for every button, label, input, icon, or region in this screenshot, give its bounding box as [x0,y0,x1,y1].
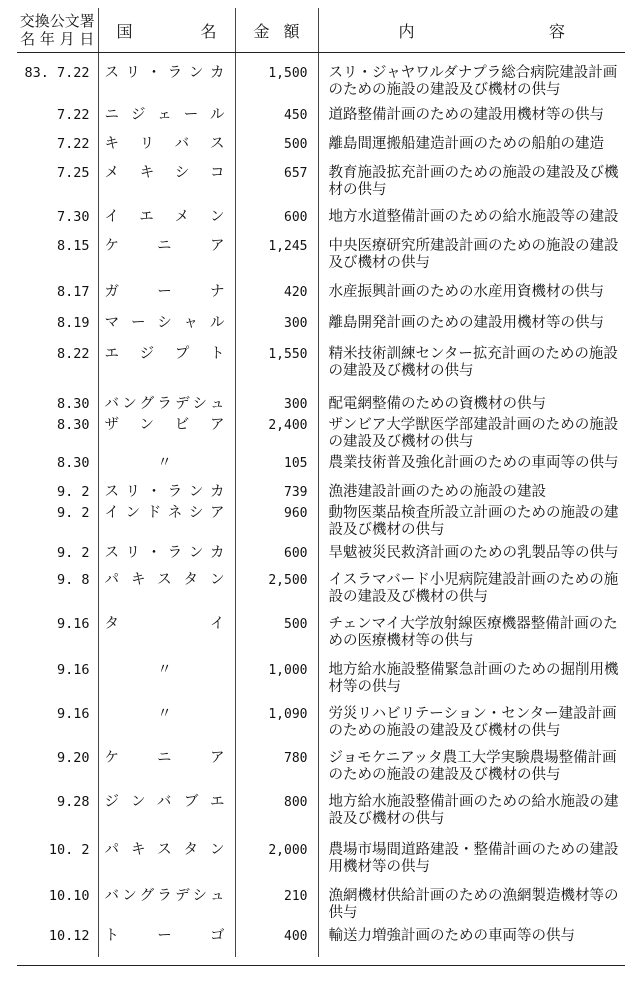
country: スリ・ランカ [104,545,225,561]
date: 7.22 [56,136,90,152]
amount-cell [235,315,318,346]
country: 〃 [157,662,172,678]
content: ジョモケニアッタ農工大学実験農場整備計画のための施設の建設及び機材の供与 [328,750,617,783]
date: 8.30 [56,396,90,412]
table-row [17,107,625,136]
country-cell [98,107,235,136]
date: 9.16 [56,616,90,632]
country: トーゴ [104,928,225,944]
date-cell [17,107,98,136]
date-cell [17,209,98,238]
table-row [17,396,625,417]
header-date-line1: 交換公文署 [19,12,95,30]
date-cell [17,136,98,165]
amount: 1,550 [268,347,308,362]
content: 離島開発計画のための建設用機材等の供与 [328,315,604,331]
content-cell [318,842,625,888]
amount-cell [235,107,318,136]
header-country-a: 国 [116,21,133,41]
country: パキスタン [104,572,225,588]
country: ザンビア [104,417,225,433]
country-cell [98,616,235,662]
header-content-a: 内 [398,21,415,41]
date: 83. 7.22 [24,65,90,81]
date-cell [17,505,98,545]
date-cell [17,417,98,455]
date: 9. 2 [56,505,90,521]
content: チェンマイ大学放射線医療機器整備計画のための医療機材等の供与 [328,616,618,649]
content: 中央医療研究所建設計画のための施設の建設及び機材の供与 [328,238,619,271]
amount: 600 [284,546,308,561]
date-cell [17,706,98,750]
bottom-rule [17,965,625,966]
amount-cell [235,165,318,209]
country-cell [98,238,235,284]
date-cell [17,484,98,505]
date: 9. 2 [56,545,90,561]
country-cell [98,417,235,455]
content-cell [318,888,625,928]
content: 動物医薬品検査所設立計画のための施設の建設及び機材の供与 [328,505,619,538]
amount: 450 [284,108,308,123]
amount: 600 [284,210,308,225]
content-cell [318,928,625,945]
date: 10.12 [48,928,90,944]
content: 漁網機材供給計画のための漁網製造機材等の供与 [328,888,619,921]
content-cell [318,455,625,484]
amount-cell [235,484,318,505]
table-header [17,8,625,53]
country: ケニア [104,750,225,766]
table-row [17,888,625,928]
country-cell [98,455,235,484]
table-body [17,53,625,958]
date: 7.30 [56,209,90,225]
date-cell [17,346,98,396]
country: イエメン [104,209,225,225]
amount: 500 [284,137,308,152]
country-cell [98,284,235,315]
date-cell [17,842,98,888]
country-cell [98,505,235,545]
amount-cell [235,750,318,794]
content-cell [318,662,625,706]
date: 9.28 [56,794,90,810]
amount: 420 [284,285,308,300]
country: ジンバブエ [104,794,225,810]
content: 精米技術訓練センター拡充計画のための施設の建設及び機材の供与 [328,346,618,379]
amount: 739 [284,485,308,500]
date: 7.25 [56,165,90,181]
country-cell [98,209,235,238]
content: 教育施設拡充計画のための施設の建設及び機材の供与 [328,165,619,198]
table-row [17,616,625,662]
table-row [17,417,625,455]
amount-cell [235,209,318,238]
content: 農業技術普及強化計画のための車両等の供与 [328,455,619,471]
content-cell [318,238,625,284]
country-cell [98,572,235,616]
content: 旱魃被災民救済計画のための乳製品等の供与 [328,545,619,561]
amount: 300 [284,316,308,331]
country: エジプト [104,346,225,362]
content: 地方給水施設整備計画のための給水施設の建設及び機材の供与 [328,794,619,827]
table-row [17,750,625,794]
header-country [98,8,235,53]
amount-cell [235,572,318,616]
country: 〃 [157,706,172,722]
country-cell [98,888,235,928]
country: メキシコ [104,165,225,181]
country: ガーナ [104,284,225,300]
country-cell [98,396,235,417]
country: インドネシア [104,505,225,521]
date-cell [17,545,98,572]
header-amount-a: 金 [253,21,270,41]
content-cell [318,545,625,572]
table-row [17,545,625,572]
date-cell [17,572,98,616]
date: 9.20 [56,750,90,766]
amount-cell [235,928,318,945]
amount-cell [235,662,318,706]
date: 9.16 [56,706,90,722]
date: 8.17 [56,284,90,300]
country-cell [98,706,235,750]
date: 8.30 [56,417,90,433]
amount-cell [235,455,318,484]
content-cell [318,484,625,505]
date-cell [17,315,98,346]
content: 労災リハビリテーション・センター建設計画のための施設の建設及び機材の供与 [328,706,617,739]
content: 農場市場間道路建設・整備計画のための建設用機材等の供与 [328,842,619,875]
date: 8.19 [56,315,90,331]
amount: 1,090 [268,707,308,722]
header-content-b: 容 [548,21,565,41]
grant-aid-table-sheet [17,8,625,966]
content: 地方給水施設整備緊急計画のための掘削用機材等の供与 [328,662,619,695]
table-row [17,572,625,616]
table-row [17,842,625,888]
content: 道路整備計画のための建設用機材等の供与 [328,107,604,123]
country-cell [98,484,235,505]
content: 離島間運搬船建造計画のための船舶の建造 [328,136,604,152]
table-row [17,505,625,545]
date: 9.16 [56,662,90,678]
date: 8.15 [56,238,90,254]
country: スリ・ランカ [104,484,225,500]
amount: 500 [284,617,308,632]
country-cell [98,346,235,396]
table-row [17,238,625,284]
amount: 1,500 [268,66,308,81]
country-cell [98,545,235,572]
content: 地方水道整備計画のための給水施設等の建設 [328,209,619,225]
table-row [17,65,625,107]
date-cell [17,238,98,284]
content-cell [318,706,625,750]
country-cell [98,750,235,794]
amount-cell [235,136,318,165]
date-cell [17,65,98,107]
content: 漁港建設計画のための施設の建設 [328,484,546,500]
amount: 2,400 [268,418,308,433]
amount: 960 [284,506,308,521]
header-amount [235,8,318,53]
grant-aid-table [17,8,625,957]
table-row [17,455,625,484]
content-cell [318,417,625,455]
table-row [17,136,625,165]
country: 〃 [157,455,172,471]
table-row [17,794,625,842]
top-spacer [17,53,625,66]
bottom-spacer [17,945,625,957]
content: 輸送力増強計画のための車両等の供与 [328,928,575,944]
country-cell [98,136,235,165]
amount-cell [235,346,318,396]
amount-cell [235,417,318,455]
content-cell [318,396,625,417]
country: マーシャル [104,315,225,331]
amount-cell [235,616,318,662]
country: ニジェール [104,107,225,123]
amount: 400 [284,929,308,944]
header-date-line2: 名 年 月 日 [20,30,95,48]
header-content [318,8,625,53]
header-country-b: 名 [200,21,217,41]
table-row [17,706,625,750]
content-cell [318,284,625,315]
table-row [17,315,625,346]
amount: 2,000 [268,843,308,858]
content-cell [318,136,625,165]
country-cell [98,794,235,842]
amount-cell [235,842,318,888]
date: 8.30 [56,455,90,471]
content-cell [318,315,625,346]
country-cell [98,662,235,706]
content-cell [318,346,625,396]
country: タイ [104,616,225,632]
content-cell [318,794,625,842]
country-cell [98,928,235,945]
amount-cell [235,238,318,284]
table-row [17,209,625,238]
date-cell [17,928,98,945]
amount: 1,245 [268,239,308,254]
country: パキスタン [104,842,225,858]
country: キリバス [104,136,225,152]
country-cell [98,315,235,346]
table-row [17,484,625,505]
amount-cell [235,284,318,315]
table-row [17,284,625,315]
amount-cell [235,794,318,842]
content: ザンビア大学獣医学部建設計画のための施設の建設及び機材の供与 [328,417,619,450]
content-cell [318,209,625,238]
content: 水産振興計画のための水産用資機材の供与 [328,284,604,300]
content: イスラマバード小児病院建設計画のための施設の建設及び機材の供与 [328,572,619,605]
amount-cell [235,706,318,750]
amount: 657 [284,166,308,181]
amount: 1,000 [268,663,308,678]
amount: 2,500 [268,573,308,588]
date-cell [17,662,98,706]
date-cell [17,616,98,662]
amount: 300 [284,397,308,412]
header-date [17,8,98,53]
content-cell [318,65,625,107]
amount: 210 [284,889,308,904]
content: 配電網整備のための資機材の供与 [328,396,546,412]
date-cell [17,750,98,794]
date-cell [17,165,98,209]
date-cell [17,396,98,417]
content-cell [318,165,625,209]
date: 9. 2 [56,484,90,500]
amount-cell [235,888,318,928]
date-cell [17,284,98,315]
date-cell [17,794,98,842]
country-cell [98,165,235,209]
header-amount-b: 額 [283,21,300,41]
table-row [17,662,625,706]
country: バングラデシュ [104,396,225,412]
content-cell [318,505,625,545]
date: 7.22 [56,107,90,123]
content-cell [318,107,625,136]
date: 8.22 [56,346,90,362]
content-cell [318,572,625,616]
amount: 780 [284,751,308,766]
amount: 105 [284,456,308,471]
country-cell [98,65,235,107]
content-cell [318,616,625,662]
amount-cell [235,396,318,417]
amount-cell [235,545,318,572]
table-row [17,346,625,396]
date: 10.10 [48,888,90,904]
country: スリ・ランカ [104,65,225,81]
content: スリ・ジャヤワルダナプラ総合病院建設計画のための施設の建設及び機材の供与 [328,65,618,98]
date: 9. 8 [56,572,90,588]
country: ケニア [104,238,225,254]
table-row [17,928,625,945]
date-cell [17,455,98,484]
date: 10. 2 [48,842,90,858]
amount: 800 [284,795,308,810]
amount-cell [235,505,318,545]
content-cell [318,750,625,794]
date-cell [17,888,98,928]
amount-cell [235,65,318,107]
table-row [17,165,625,209]
country: バングラデシュ [104,888,225,904]
country-cell [98,842,235,888]
